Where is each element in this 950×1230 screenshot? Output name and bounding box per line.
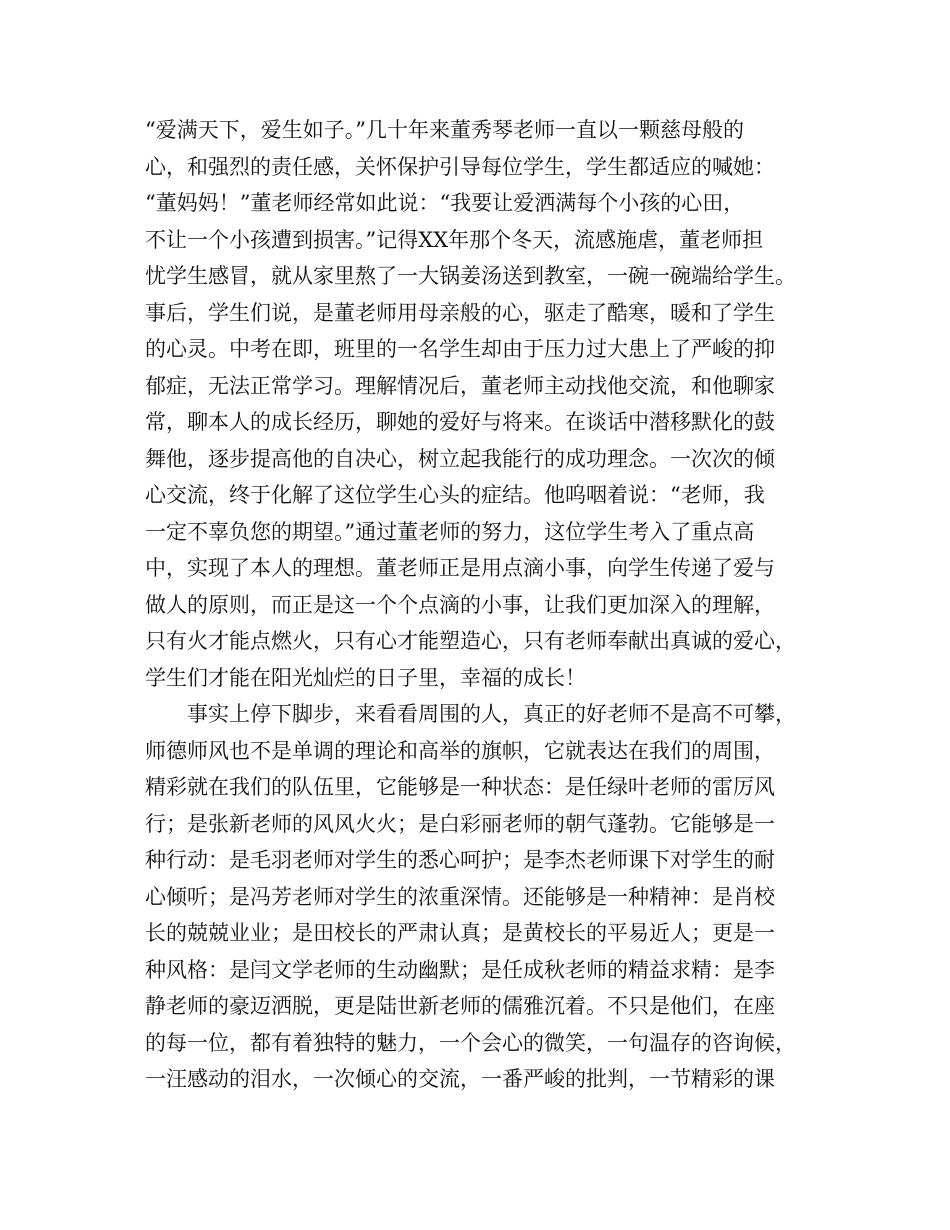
text-line: 种行动：是毛羽老师对学生的悉心呵护；是李杰老师课下对学生的耐 xyxy=(145,848,775,872)
text-line: “董妈妈！”董老师经常如此说：“我要让爱洒满每个小孩的心田， xyxy=(145,191,745,215)
text-line: 一汪感动的泪水，一次倾心的交流，一番严峻的批判，一节精彩的课 xyxy=(145,1067,775,1091)
text-line: 学生们才能在阳光灿烂的日子里，幸福的成长！ xyxy=(145,665,586,690)
text-line: 事后，学生们说，是董老师用母亲般的心，驱走了酷寒，暖和了学生 xyxy=(145,300,775,325)
text-line: 静老师的豪迈洒脱，更是陆世新老师的儒雅沉着。不只是他们，在座 xyxy=(145,994,775,1018)
text-line: 行；是张新老师的风风火火；是白彩丽老师的朝气蓬勃。它能够是一 xyxy=(145,811,775,836)
text-line: 心倾听；是冯芳老师对学生的浓重深情。还能够是一种精神：是肖校 xyxy=(145,884,775,909)
text-line: 郁症，无法正常学习。理解情况后，董老师主动找他交流，和他聊家 xyxy=(145,373,775,398)
text-line: 舞他，逐步提高他的自决心，树立起我能行的成功理念。一次次的倾 xyxy=(145,446,775,471)
text-line: 忧学生感冒，就从家里熬了一大锅姜汤送到教室，一碗一碗端给学生。 xyxy=(145,264,796,288)
body-text xyxy=(145,112,825,1098)
text-line: 精彩就在我们的队伍里，它能够是一种状态：是任绿叶老师的雷厉风 xyxy=(145,775,775,799)
text-line: 师德师风也不是单调的理论和高举的旗帜，它就表达在我们的周围， xyxy=(145,738,775,763)
text-line: 一定不辜负您的期望。”通过董老师的努力，这位学生考入了重点高 xyxy=(145,519,755,544)
text-line: 只有火才能点燃火，只有心才能塑造心，只有老师奉献出真诚的爱心， xyxy=(145,629,796,653)
text-line: 长的兢兢业业；是田校长的严肃认真；是黄校长的平易近人；更是一 xyxy=(145,921,775,945)
text-line: 心交流，终于化解了这位学生心头的症结。他呜咽着说：“老师，我 xyxy=(145,483,765,507)
text-line: 的心灵。中考在即，班里的一名学生却由于压力过大患上了严峻的抑 xyxy=(145,337,775,361)
text-line: 的每一位，都有着独特的魅力，一个会心的微笑，一句温存的咨询候， xyxy=(145,1030,796,1055)
text-line: 做人的原则，而正是这一个个点滴的小事，让我们更加深入的理解， xyxy=(145,592,775,617)
text-line: 种风格：是闫文学老师的生动幽默；是任成秋老师的精益求精：是李 xyxy=(145,957,775,982)
text-line: 不让一个小孩遭到损害。”记得XX年那个冬天，流感施虐，董老师担 xyxy=(145,227,764,252)
text-line: 中，实现了本人的理想。董老师正是用点滴小事，向学生传递了爱与 xyxy=(145,556,775,580)
paragraph-start-line: 事实上停下脚步，来看看周围的人，真正的好老师不是高不可攀， xyxy=(187,702,796,726)
text-line: “爱满天下，爱生如子。”几十年来董秀琴老师一直以一颗慈母般的 xyxy=(145,118,744,142)
text-line: 心，和强烈的责任感，关怀保护引导每位学生，学生都适应的喊她： xyxy=(145,154,775,179)
text-line: 常，聊本人的成长经历，聊她的爱好与将来。在谈话中潜移默化的鼓 xyxy=(145,410,775,434)
